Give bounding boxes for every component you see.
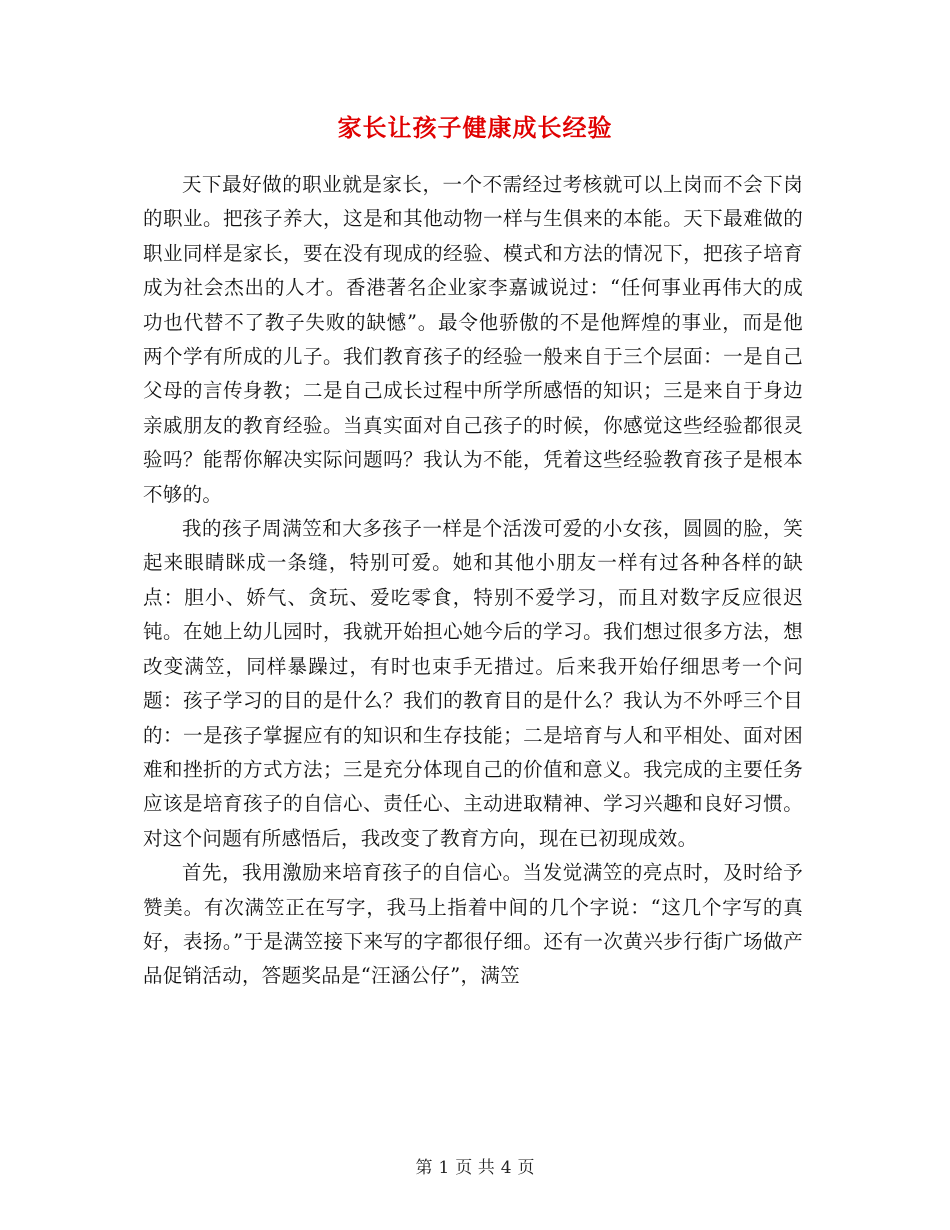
footer-current-page: 1 — [438, 1158, 450, 1178]
footer-prefix: 第 — [415, 1158, 433, 1178]
page-footer — [0, 1156, 950, 1180]
paragraph-1: 天下最好做的职业就是家长，一个不需经过考核就可以上岗而不会下岗的职业。把孩子养大，这是和其他动物一样与生俱来的本能。天下最难做的职业同样是家长，要在没有现成的经验、模式和方法的情况下，把孩子培育成为社会杰出的人才。香港著名企业家李嘉诚说过：“任何事业再伟大的成功也代替不了教子失败的缺憾”。最令他骄傲的不是他辉煌的事业，而是他两个学有所成的儿子。我们教育孩子的经验一般来自于三个层面：一是自己父母的言传身教；二是自己成长过程中所学所感悟的知识；三是来自于身边亲戚朋友的教育经验。当真实面对自己孩子的时候，你感觉这些经验都很灵验吗？能帮你解决实际问题吗？我认为不能，凭着这些经验教育孩子是根本不够的。 — [143, 173, 803, 506]
paragraph-3: 首先，我用激励来培育孩子的自信心。当发觉满笠的亮点时，及时给予赞美。有次满笠正在写字，我马上指着中间的几个字说：“这几个字写的真好，表扬。”于是满笠接下来写的字都很仔细。还有一次黄兴步行街广场做产品促销活动，答题奖品是“汪涵公仔”，满笠 — [143, 861, 803, 988]
document-body — [143, 168, 803, 994]
footer-suffix: 页 — [517, 1158, 535, 1178]
paragraph-2: 我的孩子周满笠和大多孩子一样是个活泼可爱的小女孩，圆圆的脸，笑起来眼睛眯成一条缝，特别可爱。她和其他小朋友一样有过各种各样的缺点：胆小、娇气、贪玩、爱吃零食，特别不爱学习，而且对数字反应很迟钝。在她上幼儿园时，我就开始担心她今后的学习。我们想过很多方法，想改变满笠，同样暴躁过，有时也束手无措过。后来我开始仔细思考一个问题：孩子学习的目的是什么？我们的教育目的是什么？我认为不外呼三个目的：一是孩子掌握应有的知识和生存技能；二是培育与人和平相处、面对困难和挫折的方式方法；三是充分体现自己的价值和意义。我完成的主要任务应该是培育孩子的自信心、责任心、主动进取精神、学习兴趣和良好习惯。对这个问题有所感悟后，我改变了教育方向，现在已初现成效。 — [143, 517, 803, 850]
footer-mid: 页 共 — [455, 1158, 495, 1178]
footer-total-pages: 4 — [500, 1158, 512, 1178]
document-title: 家长让孩子健康成长经验 — [337, 113, 613, 142]
